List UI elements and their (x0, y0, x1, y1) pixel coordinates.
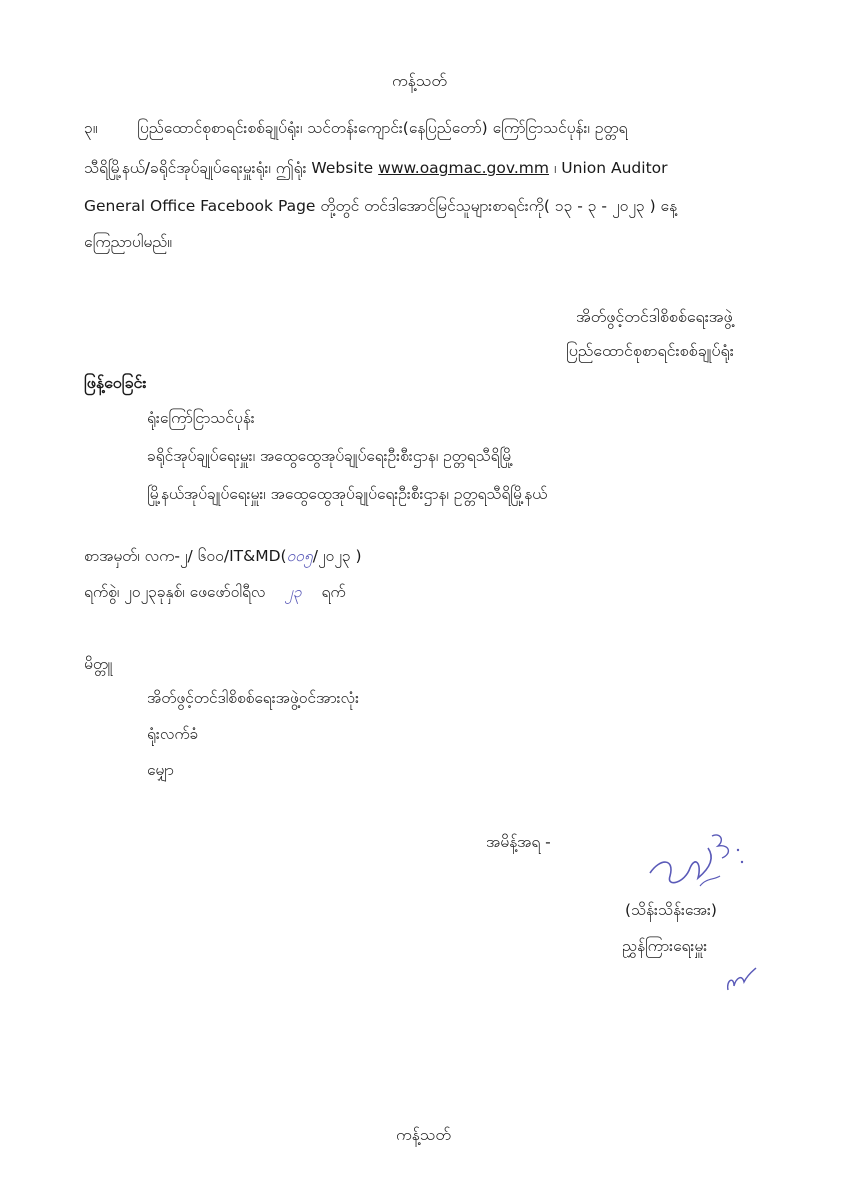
distribution-item: မြို့နယ်အုပ်ချုပ်ရေးမှူး၊ အထွေထွေအုပ်ချုပ်ရေးဦးစီးဌာန၊ ဥတ္တရသီရိမြို့နယ် (147, 485, 548, 503)
paragraph-line-2-pre: သီရိမြို့နယ်/ခရိုင်အုပ်ချုပ်ရေးမှူးရုံး၊ ဤရုံး Website (84, 159, 374, 177)
paragraph-line-4: ကြေညာပါမည်။ (84, 233, 172, 251)
by-order-label: အမိန့်အရ - (486, 833, 551, 851)
paragraph-line-3 (84, 196, 677, 219)
paragraph-line-3-post: ) နေ့ (649, 197, 677, 215)
letter-number-handwritten: ၀၀၅ (286, 547, 313, 565)
letter-number-suffix: /၂၀၂၃ ) (312, 547, 362, 565)
letter-date (84, 582, 346, 605)
letter-date-prefix: ရက်စွဲ၊ ၂၀၂၃ခုနှစ်၊ ဖေဖော်ဝါရီလ (84, 583, 266, 601)
office-name: ပြည်ထောင်စုစာရင်းစစ်ချုပ်ရုံး (566, 341, 734, 360)
signatory-title: ညွှန်ကြားရေးမှူး (622, 937, 708, 955)
committee-name: အိတ်ဖွင့်တင်ဒါစိစစ်ရေးအဖွဲ့ (576, 307, 733, 326)
distribution-item: ရုံးကြော်ငြာသင်ပုန်း (147, 409, 255, 427)
paragraph-line-2-post: ၊ Union Auditor (553, 159, 668, 177)
letter-date-handwritten: ၂၃ (285, 583, 302, 601)
paragraph-number: ၃။ (84, 119, 98, 137)
paragraph-line-1-text: ပြည်ထောင်စုစာရင်းစစ်ချုပ်ရုံး၊ သင်တန်းကျောင်း(နေပြည်တော်) ကြော်ငြာသင်ပုန်း၊ ဥတ္တရ (137, 119, 628, 137)
website-link[interactable]: www.oagmac.gov.mm (378, 159, 549, 177)
copy-to-item: ရုံးလက်ခံ (147, 725, 199, 743)
paragraph-line-2 (84, 158, 668, 181)
initials-mark (722, 964, 762, 996)
paragraph-line-3-pre: General Office Facebook Page တို့တွင် တင်ဒါအောင်မြင်သူများစာရင်းကို( (84, 197, 550, 215)
copy-to-item: အိတ်ဖွင့်တင်ဒါစိစစ်ရေးအဖွဲ့ဝင်အားလုံး (147, 689, 360, 707)
letter-number-prefix: စာအမှတ်၊ လက-၂/ ၆၀၀/IT&MD( (84, 547, 287, 565)
letter-date-suffix: ရက် (321, 583, 346, 601)
letter-number (84, 546, 362, 569)
copy-to-item: မျှော (147, 761, 174, 779)
signatory-name: (သိန်းသိန်းအေး) (625, 901, 717, 919)
distribution-item: ခရိုင်အုပ်ချုပ်ရေးမှူး၊ အထွေထွေအုပ်ချုပ်ရေးဦးစီးဌာန၊ ဥတ္တရသီရိမြို့ (147, 447, 514, 465)
copy-to-heading: မိတ္တူ (84, 655, 113, 673)
signature-mark (640, 828, 760, 898)
announcement-date: ၁၃ - ၃ - ၂၀၂၃ (554, 197, 645, 215)
header-classification: ကန့်သတ် (392, 71, 447, 90)
footer-classification: ကန့်သတ် (396, 1125, 451, 1144)
distribution-heading: ဖြန့်ဝေခြင်း (84, 373, 147, 392)
paragraph-line-1 (84, 118, 627, 141)
